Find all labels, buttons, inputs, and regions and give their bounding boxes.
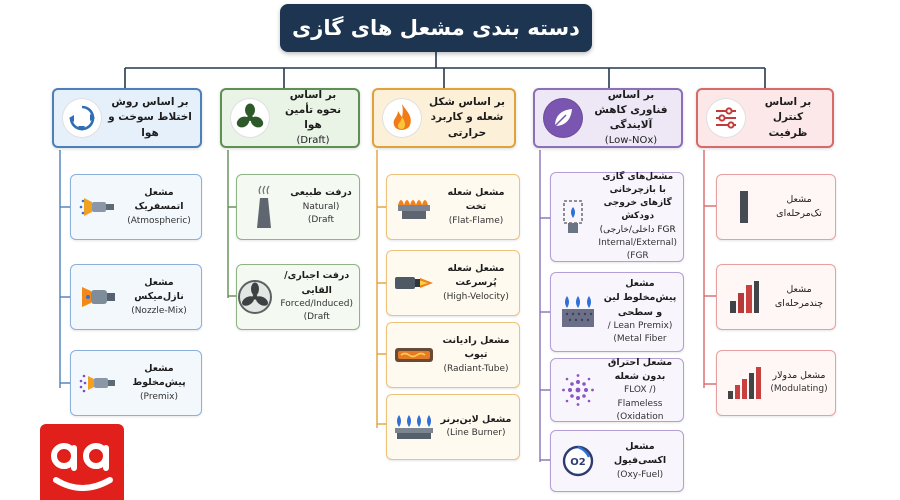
item-natural-draft [236,174,360,240]
item-label-en: (Nozzle-Mix) [131,305,187,316]
item-label-fa: مشعل احتراق بدون شعله [607,356,673,382]
item-oxy-fuel [550,430,684,492]
fgr-icon [552,197,594,237]
item-fgr [550,172,684,262]
item-label-en: (Line Burner) [446,428,506,439]
item-label-fa: مشعل لاین‌برنر [440,414,512,426]
line-burner-icon [393,407,435,447]
item-nozzle-mix [70,264,202,330]
item-label-en-2: Metal Fiber) [613,334,667,345]
item-label-en-2: Oxidation) [616,412,664,422]
item-label-en: (Modulating) [770,384,828,395]
item-label-fa: مشعل شعله تخت [447,187,505,213]
item-label-fa: مشعل اتمسفریک [134,187,184,213]
leaf-icon [543,98,583,138]
item-label-en: (Lean Premix / [607,320,673,331]
category-capacity [696,88,834,148]
item-label-en: (Radiant-Tube) [443,363,509,374]
category-flame-shape-label: بر اساس شکل شعله و کاربرد حرارتی [429,96,505,139]
category-low-nox-sub: (Low-NOx) [604,134,658,146]
chimney-icon [243,187,285,227]
item-label-en: (Forced/Induced Draft) [280,298,353,323]
item-label-en: (Oxy-Fuel) [616,469,664,480]
high-velocity-icon [393,263,435,303]
fan-icon [230,98,270,138]
item-line-burner [386,394,520,460]
mixing-arrows-icon [62,98,102,138]
item-premix [70,350,202,416]
item-label-en: (Flat-Flame) [448,215,504,226]
item-label-en: (Internal/External FGR) [598,237,677,261]
category-draft-label: بر اساس نحوه تأمین هوا [284,88,342,132]
item-label-fa: درفت طبیعی [290,187,352,199]
category-mixing-label: بر اساس روش اختلاط سوخت و هوا [108,96,192,139]
item-label-fa: مشعل پیش‌مخلوط لین و سطحی [603,278,677,318]
item-label-fa: مشعل اکسی‌فیول [613,441,667,467]
diagram-title: دسته بندی مشعل های گازی [280,4,592,52]
flameless-dots-icon [557,370,599,410]
category-draft-sub: (Draft) [296,134,330,146]
sliders-icon [706,98,746,138]
item-label-fa: مشعل مدولار [772,370,826,382]
category-draft [220,88,360,148]
item-label-fa: مشعل شعله پُرسرعت [447,263,505,289]
item-label-en: (FLOX / Flameless [617,385,663,409]
item-forced-draft [236,264,360,330]
radiant-tube-icon [393,335,435,375]
flame-icon [382,98,422,138]
premix-nozzle-icon [77,363,119,403]
modulating-bars-icon [723,363,765,403]
single-bar-icon [723,187,765,227]
item-label-fa: درفت اجباری/القایی [284,270,350,296]
item-flat-flame [386,174,520,240]
item-radiant-tube [386,322,520,388]
item-label-en: (High-Velocity) [443,291,509,302]
item-label-fa: مشعل تک‌مرحله‌ای [776,193,822,219]
atmospheric-nozzle-icon [77,187,119,227]
category-flame-shape [372,88,516,148]
item-label-en: (Atmospheric) [127,215,191,226]
item-lean-premix [550,272,684,352]
fan-blower-icon [234,277,276,317]
item-flameless [550,358,684,422]
item-label-fa: مشعل پیش‌مخلوط [132,363,186,389]
item-label-fa: مشعل‌های گازی با بازچرخانی گازهای خروجی دودکش [602,172,674,222]
item-label-fa: مشعل چندمرحله‌ای [774,283,824,309]
category-low-nox [533,88,683,148]
item-single-stage [716,174,836,240]
item-label-en: (Premix) [140,391,178,402]
lean-premix-icon [557,292,599,332]
item-label-fa: مشعل رادیانت تیوب [442,335,510,361]
item-modulating [716,350,836,416]
item-atmospheric [70,174,202,240]
category-capacity-label: بر اساس کنترل ظرفیت [764,96,812,139]
nozzle-mix-icon [77,277,119,317]
oxygen-symbol-text: O2 [570,457,586,468]
brand-logo [40,424,124,500]
item-high-velocity [386,250,520,316]
multi-bar-icon [723,277,765,317]
category-mixing [52,88,202,148]
item-label-fa-2: FGR داخلی/خارجی) [599,224,676,235]
flat-flame-icon [393,187,435,227]
item-label-fa: مشعل نازل‌میکس [134,277,184,303]
category-low-nox-label: بر اساس فناوری کاهش آلایندگی [594,88,668,132]
item-multi-stage [716,264,836,330]
oxygen-icon [557,441,599,481]
item-label-en: (Natural Draft) [302,201,340,226]
